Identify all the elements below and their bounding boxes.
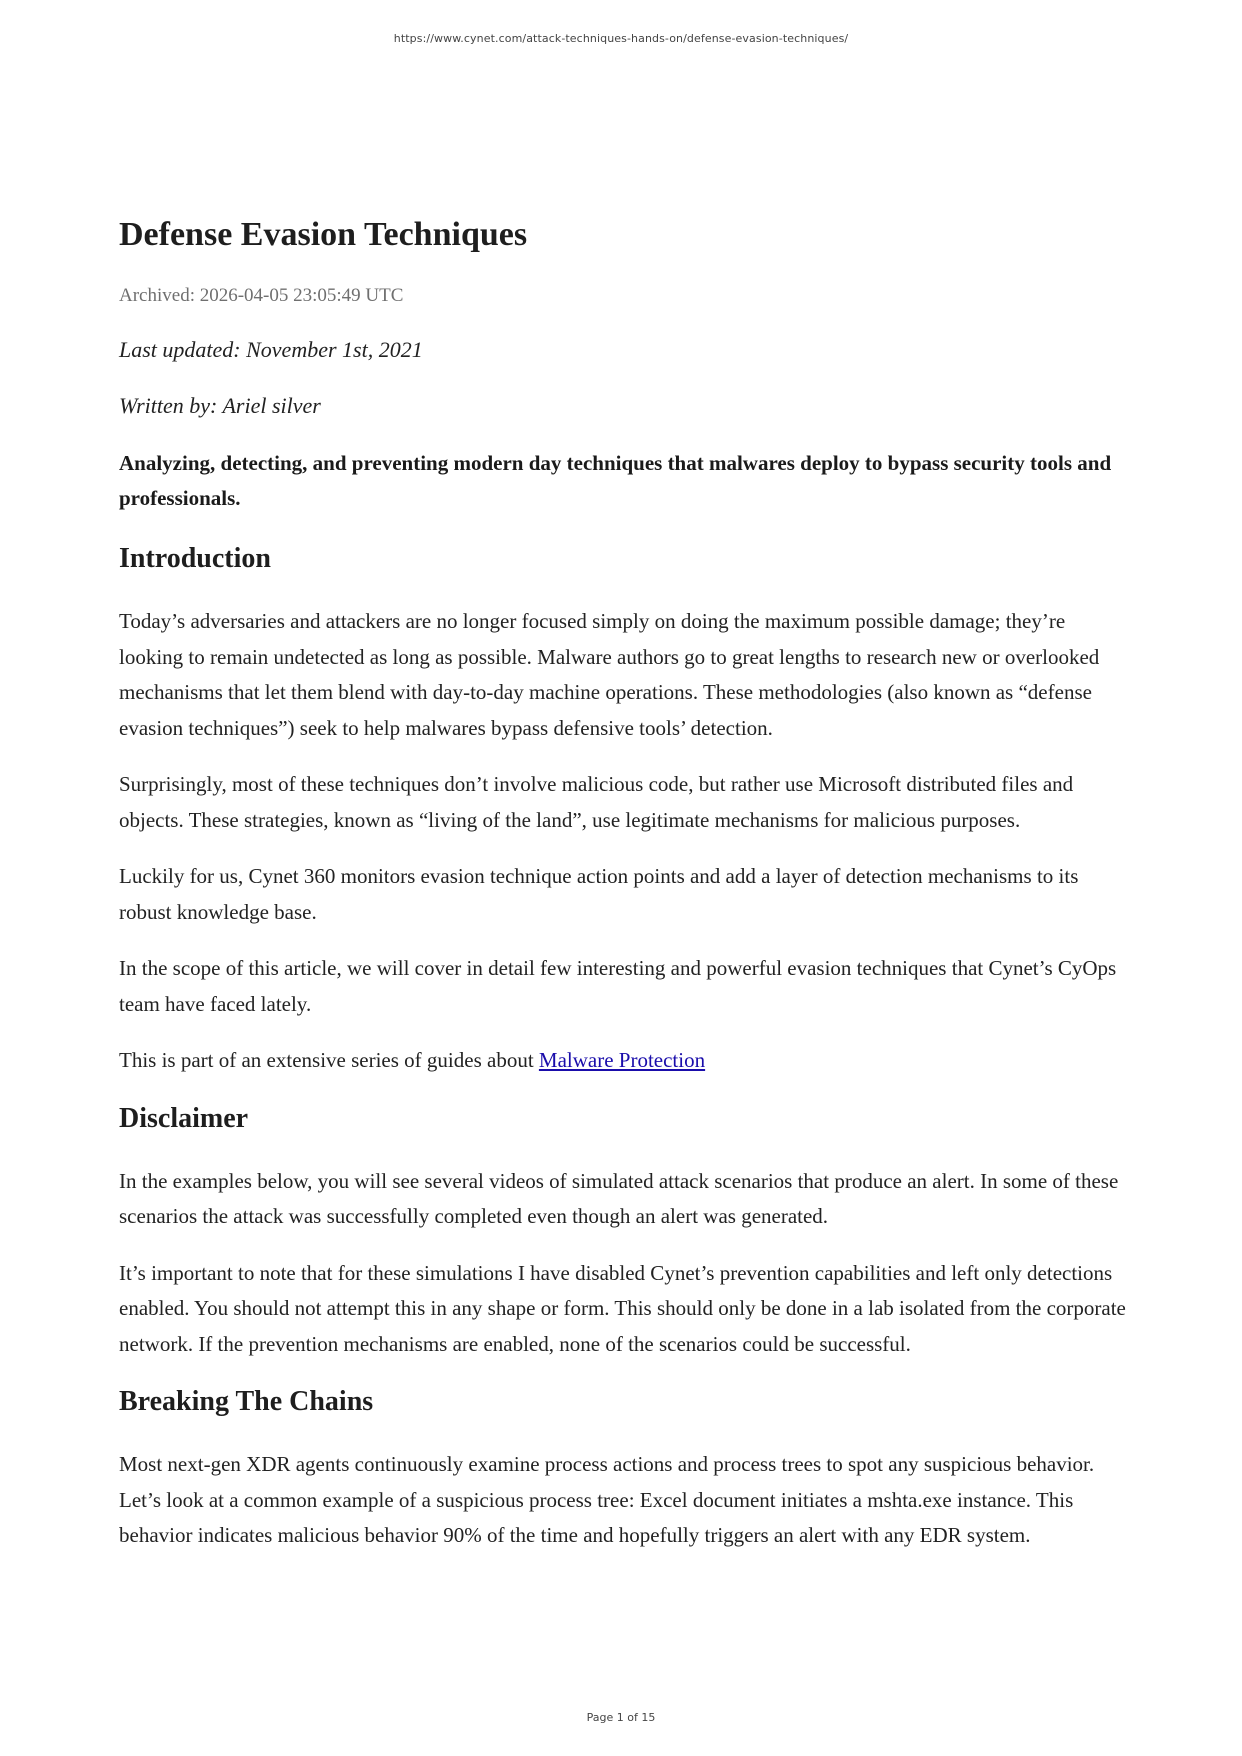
section-introduction — [119, 540, 1129, 1079]
section-disclaimer — [119, 1100, 1129, 1363]
page-title: Defense Evasion Techniques — [119, 216, 528, 253]
heading-disclaimer: Disclaimer — [119, 1102, 249, 1134]
series-note-text: This is part of an extensive series of guides about — [119, 1048, 539, 1072]
article-content — [119, 212, 1129, 1575]
breaking-chains-paragraph-1: Most next-gen XDR agents continuously examine process actions and process trees to spot any suspicious behavior. Let’s look at a common example of a suspicious process tree: Excel document initiates a mshta.exe instance. This behavior indicates malicious behavior 90% of the time and hopefully triggers an alert with any EDR system. — [119, 1452, 1095, 1547]
author-byline: Written by: Ariel silver — [119, 393, 321, 418]
disclaimer-paragraph-1: In the examples below, you will see several videos of simulated attack scenarios that produce an alert. In some of these scenarios the attack was successfully completed even though an alert was generated. — [119, 1168, 1119, 1228]
heading-introduction: Introduction — [119, 543, 271, 574]
page-number-footer: Page 1 of 15 — [586, 1711, 656, 1724]
malware-protection-link[interactable]: Malware Protection — [538, 1048, 706, 1072]
heading-breaking-the-chains: Breaking The Chains — [119, 1386, 374, 1417]
intro-paragraph-1: Today’s adversaries and attackers are no longer focused simply on doing the maximum possible damage; they’re looking to remain undetected as long as possible. Malware authors go to great lengths to research new or overlooked mechanisms that let them blend with day-to-day machine operations. These methodologies (also known as “defense evasion techniques”) seek to help malwares bypass defensive tools’ detection. — [119, 609, 1100, 740]
intro-paragraph-4: In the scope of this article, we will cover in detail few interesting and powerful evasion techniques that Cynet’s CyOps team have faced lately. — [119, 956, 1117, 1016]
disclaimer-paragraph-2: It’s important to note that for these simulations I have disabled Cynet’s prevention capabilities and left only detections enabled. You should not attempt this in any shape or form. This should only be done in a lab isolated from the corporate network. If the prevention mechanisms are enabled, none of the scenarios could be successful. — [119, 1260, 1126, 1356]
intro-paragraph-2: Surprisingly, most of these techniques don’t involve malicious code, but rather use Microsoft distributed files and objects. These strategies, known as “living of the land”, use legitimate mechanisms for malicious purposes. — [119, 772, 1074, 832]
series-note — [119, 1043, 1129, 1079]
page-url-header: https://www.cynet.com/attack-techniques-hands-on/defense-evasion-techniques/ — [393, 32, 849, 45]
last-updated: Last updated: November 1st, 2021 — [119, 337, 423, 362]
section-breaking-the-chains — [119, 1383, 1129, 1554]
archived-timestamp: Archived: 2026-04-05 23:05:49 UTC — [119, 285, 404, 306]
article-lead: Analyzing, detecting, and preventing modern day techniques that malwares deploy to bypass security tools and professionals. — [119, 451, 1112, 510]
intro-paragraph-3: Luckily for us, Cynet 360 monitors evasion technique action points and add a layer of detection mechanisms to its robust knowledge base. — [119, 864, 1079, 924]
